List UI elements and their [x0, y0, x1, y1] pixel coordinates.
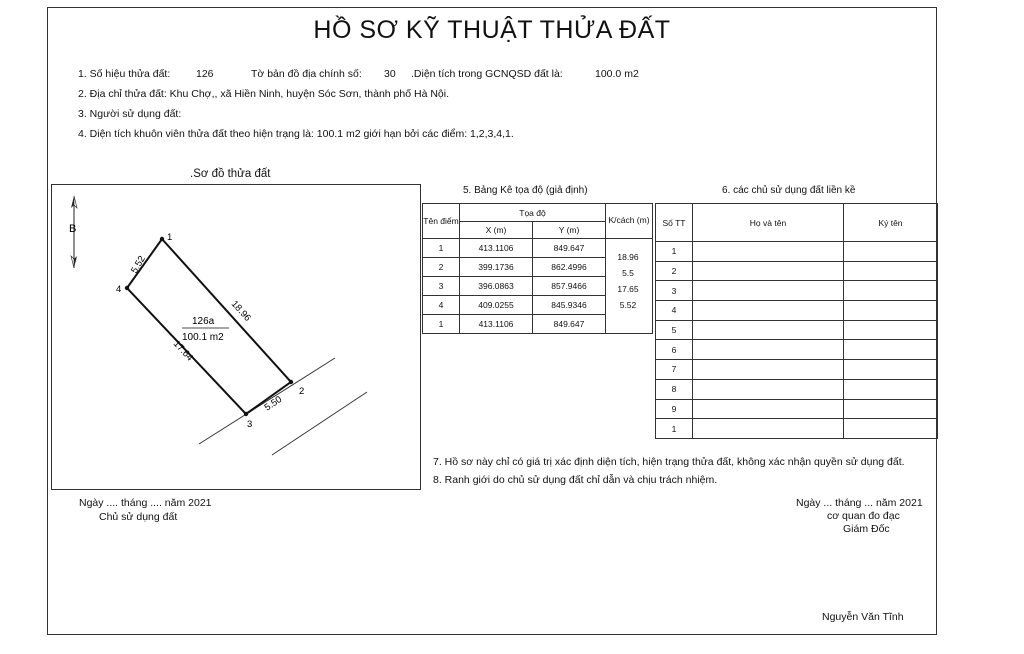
distance-value: 5.5 — [622, 268, 634, 278]
parcel-label: 126a — [192, 316, 215, 327]
survey-agency-label: cơ quan đo đạc — [827, 510, 900, 522]
edge-length-4-1: 5.52 — [129, 253, 148, 276]
map-sheet-label: Tờ bản đồ địa chính số: — [251, 68, 362, 80]
coords-y: 862.4996 — [533, 258, 606, 277]
table-row — [656, 261, 938, 281]
coords-x: 399.1736 — [460, 258, 533, 277]
note-8: 8. Ranh giới do chủ sử dụng đất chỉ dẫn và chịu trách nhiệm. — [433, 474, 718, 486]
coords-y: 845.9346 — [533, 296, 606, 315]
coords-col-x: X (m) — [460, 222, 533, 239]
table-row — [656, 360, 938, 380]
map-border — [52, 185, 421, 490]
owner-no: 7 — [656, 360, 693, 380]
coords-y: 849.647 — [533, 239, 606, 258]
table-row — [656, 242, 938, 262]
left-sign-date: Ngày .... tháng .... năm 2021 — [79, 497, 212, 509]
owner-name — [693, 281, 844, 301]
distance-value: 18.96 — [617, 252, 639, 262]
coords-point: 3 — [423, 277, 460, 296]
owner-sign — [844, 340, 938, 360]
director-name: Nguyễn Văn Tĩnh — [822, 611, 904, 623]
certificate-area: 100.0 m2 — [595, 68, 639, 80]
parcel-number-label: 1. Số hiệu thửa đất: — [78, 68, 171, 80]
owner-sign — [844, 320, 938, 340]
owner-name — [693, 242, 844, 262]
owner-name — [693, 419, 844, 439]
edge-length-2-3: 5.50 — [262, 394, 285, 414]
owner-no: 4 — [656, 301, 693, 321]
coords-x: 413.1106 — [460, 239, 533, 258]
parcel-point — [289, 380, 293, 384]
distance-value: 5.52 — [619, 300, 637, 310]
owner-sign — [844, 242, 938, 262]
right-sign-date: Ngày ... tháng ... năm 2021 — [796, 497, 923, 509]
current-area: 4. Diện tích khuôn viên thửa đất theo hiện trạng là: 100.1 m2 giới hạn bởi các điểm: 1,2,3,4,1. — [78, 128, 514, 140]
owner-sign — [844, 261, 938, 281]
owner-name — [693, 360, 844, 380]
parcel-number: 126 — [196, 68, 214, 80]
parcel-point — [244, 412, 248, 416]
owner-name — [693, 261, 844, 281]
certificate-area-label: .Diện tích trong GCNQSD đất là: — [411, 68, 563, 80]
owner-name — [693, 320, 844, 340]
table-row — [656, 281, 938, 301]
coords-x: 409.0255 — [460, 296, 533, 315]
coords-col-distance: K/cách (m) — [606, 204, 653, 239]
owner-sign — [844, 379, 938, 399]
table-row — [656, 301, 938, 321]
owner-no: 3 — [656, 281, 693, 301]
parcel-point — [125, 286, 129, 290]
north-label: B — [69, 223, 77, 235]
director-label: Giám Đốc — [843, 523, 890, 535]
distance-list — [605, 253, 651, 317]
owner-name — [693, 301, 844, 321]
owner-no: 6 — [656, 340, 693, 360]
coords-col-coord: Tọa độ — [460, 204, 606, 222]
parcel-area: 100.1 m2 — [182, 332, 224, 343]
coords-y: 857.9466 — [533, 277, 606, 296]
coords-x: 413.1106 — [460, 315, 533, 334]
distance-value: 17.65 — [617, 284, 639, 294]
edge-length-3-4: 17.64 — [170, 338, 196, 364]
map-sheet-number: 30 — [384, 68, 396, 80]
coords-point: 1 — [423, 239, 460, 258]
point-label: 4 — [116, 284, 122, 295]
owner-name — [693, 340, 844, 360]
owner-no: 1 — [656, 419, 693, 439]
coords-col-point: Tên điểm — [423, 204, 460, 239]
land-user: 3. Người sử dụng đất: — [78, 108, 182, 120]
coords-point: 4 — [423, 296, 460, 315]
owner-sign — [844, 419, 938, 439]
point-label: 3 — [247, 419, 253, 430]
owners-table — [655, 203, 938, 439]
map-heading: .Sơ đồ thửa đất — [190, 168, 271, 180]
owners-heading: 6. các chủ sử dụng đất liền kề — [722, 185, 856, 196]
parcel-address: 2. Địa chỉ thửa đất: Khu Chợ,, xã Hiền Ninh, huyện Sóc Sơn, thành phố Hà Nội. — [78, 88, 450, 100]
table-row — [656, 379, 938, 399]
owner-sign — [844, 399, 938, 419]
owner-sign — [844, 360, 938, 380]
parcel-map — [51, 184, 421, 490]
coords-point: 2 — [423, 258, 460, 277]
table-row — [656, 399, 938, 419]
point-label: 2 — [299, 386, 305, 397]
owner-no: 2 — [656, 261, 693, 281]
owner-sign — [844, 301, 938, 321]
coords-heading: 5. Bảng Kê tọa độ (giả định) — [463, 185, 588, 196]
owner-no: 8 — [656, 379, 693, 399]
owner-name — [693, 399, 844, 419]
parcel-point — [160, 237, 164, 241]
coords-point: 1 — [423, 315, 460, 334]
table-row — [656, 320, 938, 340]
road-line — [272, 392, 367, 455]
coords-col-y: Y (m) — [533, 222, 606, 239]
document-title: HỒ SƠ KỸ THUẬT THỬA ĐẤT — [313, 16, 671, 44]
edge-length-1-2: 18.96 — [228, 298, 253, 324]
parcel-map-svg — [51, 184, 421, 490]
coords-x: 396.0863 — [460, 277, 533, 296]
coords-y: 849.647 — [533, 315, 606, 334]
owners-col-sign: Ký tên — [844, 204, 938, 242]
owner-sign — [844, 281, 938, 301]
table-row — [656, 340, 938, 360]
table-row — [656, 419, 938, 439]
point-label: 1 — [167, 232, 173, 243]
note-7: 7. Hồ sơ này chỉ có giá trị xác định diện tích, hiện trạng thửa đất, không xác nhận quyền sử dụng đất. — [433, 456, 905, 468]
owner-no: 9 — [656, 399, 693, 419]
land-user-signature-label: Chủ sử dụng đất — [99, 511, 178, 523]
owner-no: 5 — [656, 320, 693, 340]
owners-col-no: Số TT — [656, 204, 693, 242]
owner-no: 1 — [656, 242, 693, 262]
owner-name — [693, 379, 844, 399]
owners-col-name: Họ và tên — [693, 204, 844, 242]
